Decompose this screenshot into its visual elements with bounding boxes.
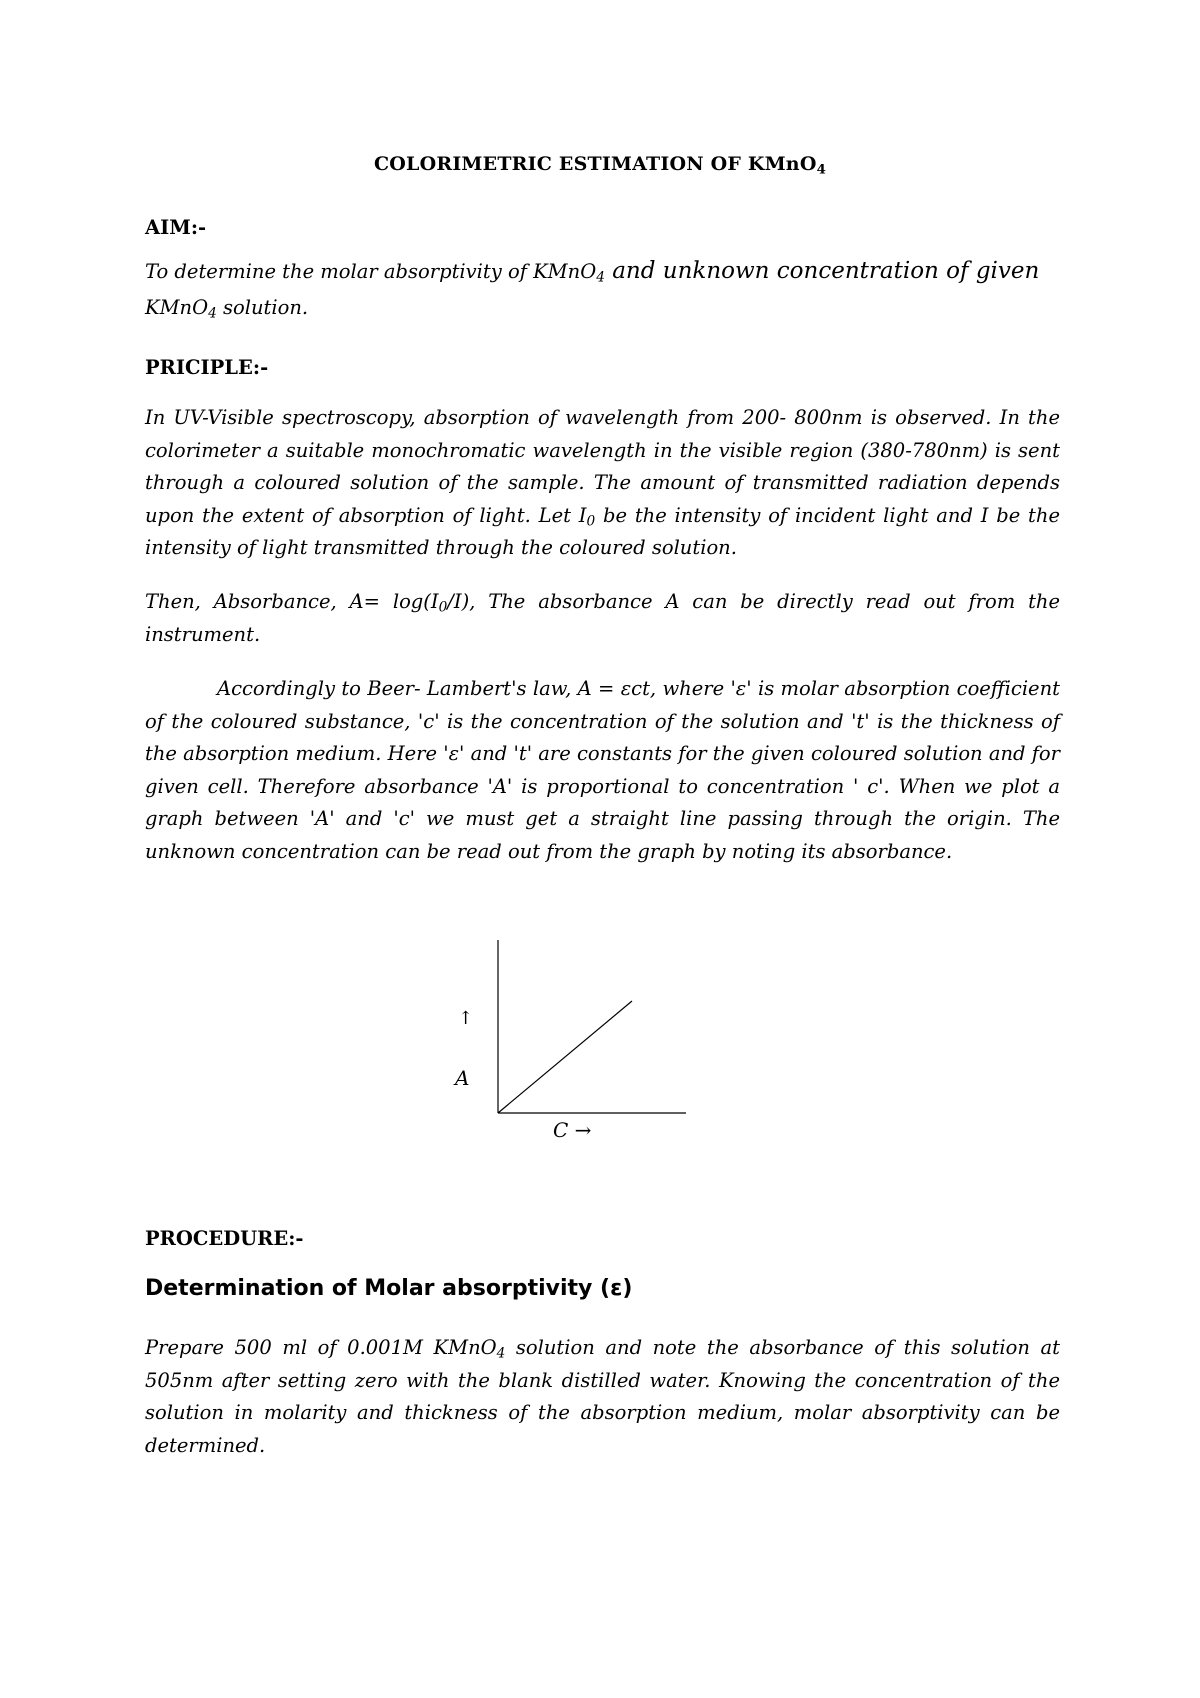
principle-paragraph-3: Accordingly to Beer- Lambert's law, A = εct, where 'ε' is molar absorption coefficient of the coloured substance, 'c' is the concentration of the solution and 't' is the thickness of the absorption medium. Here 'ε' and 't' are constants for the given coloured solution and for given cell. Therefore absorbance 'A' is proportional to concentration ' c'. When we plot a graph between 'A' and 'c' we must get a straight line passing through the origin. The unknown concentration can be read out from the graph by noting its absorbance.	[145, 677, 1060, 863]
procedure-p1-a: Prepare 500 ml of 0.001M KMnO	[145, 1336, 497, 1359]
aim-text-b: and unknown concentration of given	[604, 258, 1040, 284]
absorbance-graph	[440, 930, 700, 1145]
aim-text-line1	[145, 258, 1075, 284]
procedure-p1-subscript: 4	[496, 1345, 506, 1362]
aim-text-a: To determine the molar absorptivity of KMnO	[145, 260, 597, 283]
aim-text-d: solution.	[216, 296, 309, 319]
principle-p1-a: In UV-Visible spectroscopy, absorption of wavelength from 200- 800nm is observed. In the colorimeter a suitable monochromatic wavelength in the visible region (380-780nm) is sent through a coloured solution of the sample. The amount of transmitted radiation depends upon the extent of absorption of light. Let I	[145, 406, 1060, 527]
procedure-subheading: Determination of Molar absorptivity (ε)	[145, 1276, 633, 1301]
graph-svg	[440, 930, 700, 1145]
y-arrow-icon: ↑	[458, 1008, 474, 1029]
x-axis-label: C →	[553, 1118, 592, 1142]
principle-paragraph-1	[145, 402, 1060, 565]
y-axis-label: A	[455, 1066, 470, 1090]
principle-p2-subscript: 0	[438, 599, 448, 616]
principle-heading: PRICIPLE:-	[145, 356, 269, 379]
principle-p1-subscript: 0	[586, 512, 596, 529]
principle-p2-b: /I), The absorbance A can be directly read out from the instrument.	[145, 590, 1061, 646]
aim-text-c: KMnO	[145, 296, 209, 319]
procedure-paragraph-1	[145, 1332, 1060, 1462]
procedure-p1-b: solution and note the absorbance of this solution at 505nm after setting zero with the blank distilled water. Knowing the concentration of the solution in molarity and thickness of the absorption medium, molar absorptivity can be determined.	[145, 1336, 1060, 1457]
aim-text-line2	[145, 296, 309, 322]
principle-p2-a: Then, Absorbance, A= log(I	[145, 590, 439, 613]
principle-paragraph-2	[145, 586, 1060, 651]
title-subscript: 4	[816, 162, 827, 178]
aim-subscript-2: 4	[208, 305, 217, 322]
title-text: COLORIMETRIC ESTIMATION OF KMnO	[373, 153, 817, 175]
page-title	[0, 153, 1200, 178]
procedure-heading: PROCEDURE:-	[145, 1227, 304, 1250]
principle-p1-b: be the intensity of incident light and I be the intensity of light transmitted through the coloured solution.	[145, 503, 1060, 559]
aim-heading: AIM:-	[145, 216, 207, 239]
aim-subscript: 4	[596, 269, 605, 286]
calibration-line	[498, 1001, 632, 1113]
